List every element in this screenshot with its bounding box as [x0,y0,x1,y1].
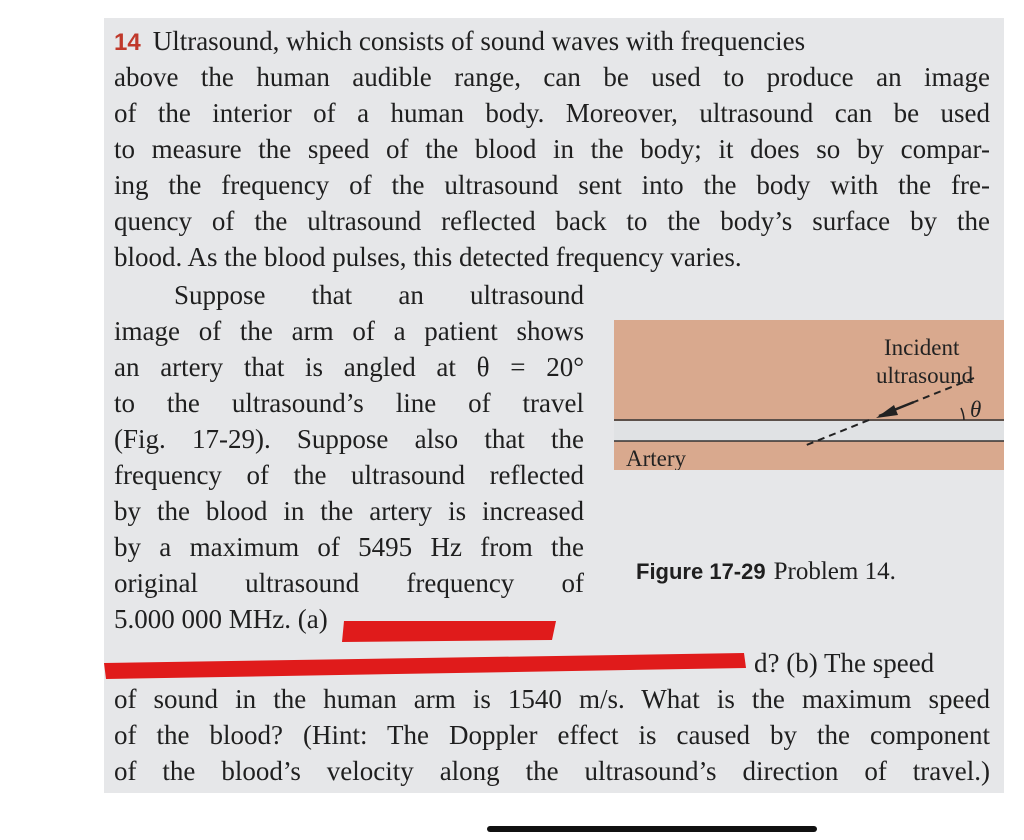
problem-text-line: above the human audible range, can be used to produce an image [114,62,990,92]
figure-caption-text: Problem 14. [773,558,896,585]
problem-text-line: blood. As the blood pulses, this detected frequency varies. [114,242,742,272]
problem-text-line: (Fig. 17-29). Suppose also that the [114,424,584,454]
problem-text-line: quency of the ultrasound reflected back to the body’s surface by the [114,206,990,236]
home-indicator[interactable] [487,826,817,832]
problem-text-line: of the blood’s velocity along the ultrasound’s direction of travel.) [114,756,990,786]
problem-text-line: 5.000 000 MHz. (a) [114,604,328,634]
problem-text-line: d? (b) The speed [754,648,935,678]
problem-number: 14 [114,29,141,56]
label-ultrasound: ultrasound [876,363,974,388]
figure-caption-label: Figure 17-29 [636,559,766,584]
problem-text-line: image of the arm of a patient shows [114,316,584,346]
problem-text-line: of the blood? (Hint: The Doppler effect is caused by the component [114,720,990,750]
problem-text-line: original ultrasound frequency of [114,568,584,598]
problem-text-line: Suppose that an ultrasound [174,280,584,310]
problem-text-line: by the blood in the artery is increased [114,496,584,526]
redaction-stroke [342,621,556,642]
red-marker-redaction [104,18,1004,793]
label-incident: Incident [884,335,960,360]
label-artery: Artery [626,446,687,470]
problem-text-line: of sound in the human arm is 1540 m/s. What is the maximum speed [114,684,990,714]
problem-text-line: ing the frequency of the ultrasound sent into the body with the fre- [114,170,990,200]
problem-text-line: frequency of the ultrasound reflected [114,460,584,490]
problem-text-line: by a maximum of 5495 Hz from the [114,532,584,562]
problem-text-line: of the interior of a human body. Moreover, ultrasound can be used [114,98,990,128]
problem-text-line: to the ultrasound’s line of travel [114,388,584,418]
redaction-stroke [104,653,746,679]
problem-text-line: to measure the speed of the blood in the body; it does so by compar- [114,134,990,164]
textbook-page-photo [104,18,1004,793]
label-theta: θ [970,397,982,422]
problem-text-line: an artery that is angled at θ = 20° [114,352,584,382]
problem-text-line: Ultrasound, which consists of sound waves with frequencies [152,26,806,56]
